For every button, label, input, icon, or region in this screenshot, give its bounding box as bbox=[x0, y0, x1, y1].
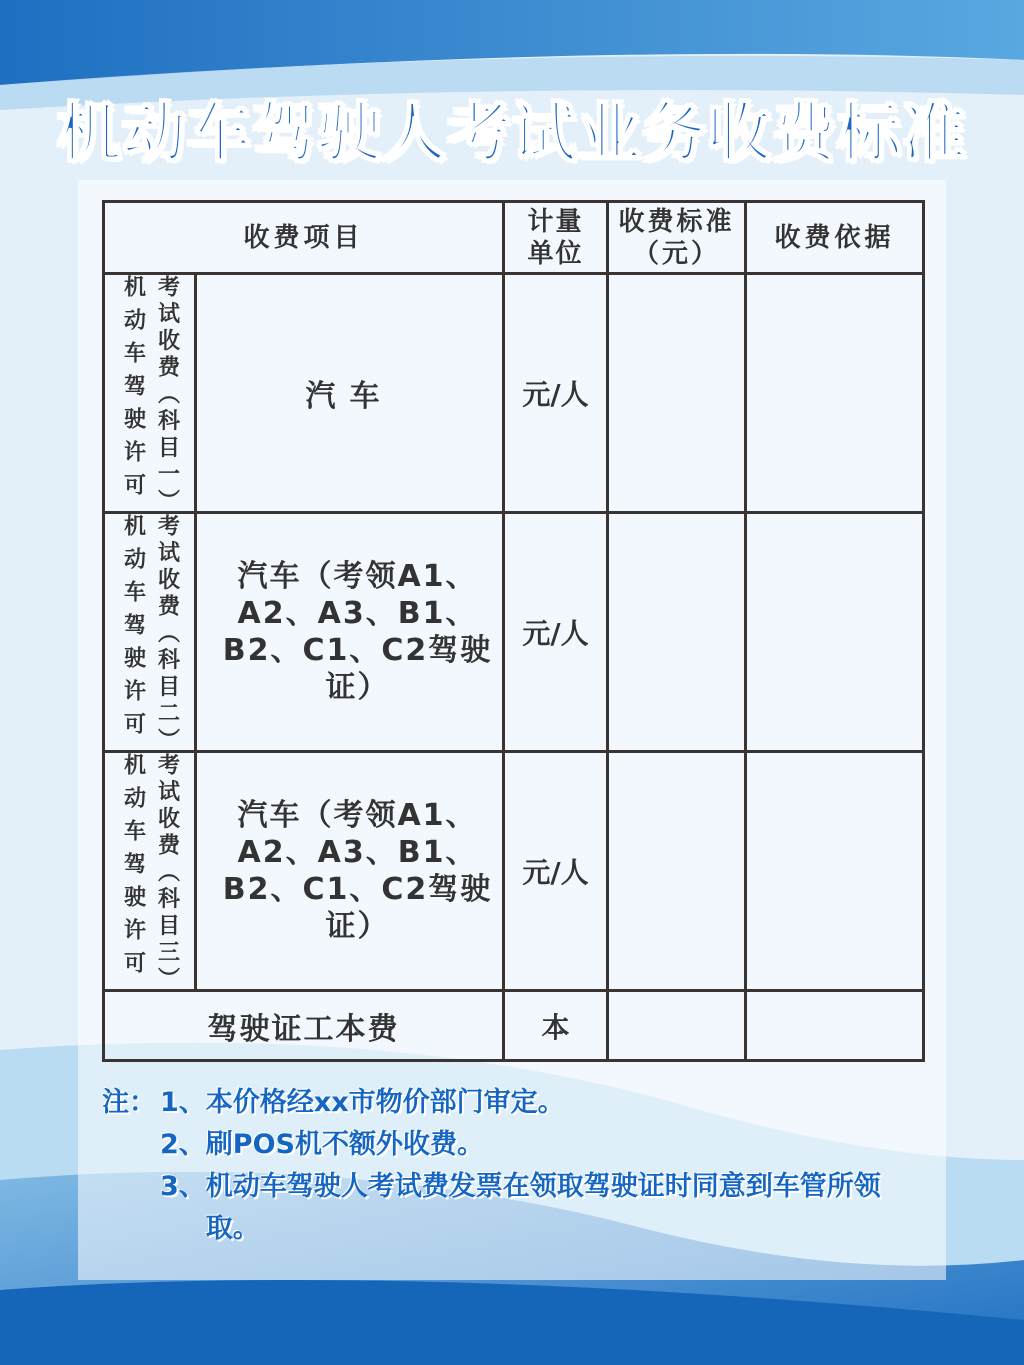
category-cell bbox=[104, 752, 196, 991]
category-cell bbox=[104, 274, 196, 513]
header-item: 收费项目 bbox=[104, 202, 504, 274]
fee-table bbox=[102, 200, 925, 1062]
category-right-text: 机动车驾驶许可 bbox=[120, 275, 146, 495]
table-row bbox=[104, 274, 924, 513]
note-item bbox=[102, 1082, 932, 1124]
note-item bbox=[102, 1166, 932, 1250]
standard-cell bbox=[608, 752, 746, 991]
header-unit: 计量单位 bbox=[504, 202, 608, 274]
note-text: 本价格经xx市物价部门审定。 bbox=[205, 1087, 565, 1118]
notes-section bbox=[102, 1082, 932, 1250]
item-cell: 汽车（考领A1、A2、A3、B1、B2、C1、C2驾驶证） bbox=[196, 513, 504, 752]
note-number: 3、 bbox=[160, 1171, 206, 1202]
table-footer-row bbox=[104, 991, 924, 1061]
category-right-text: 机动车驾驶许可 bbox=[120, 753, 146, 973]
footer-basis-cell bbox=[746, 991, 924, 1061]
item-cell: 汽车 bbox=[196, 274, 504, 513]
note-item bbox=[102, 1124, 932, 1166]
basis-cell bbox=[746, 752, 924, 991]
basis-cell bbox=[746, 513, 924, 752]
header-basis: 收费依据 bbox=[746, 202, 924, 274]
notes-label: 注： bbox=[102, 1087, 156, 1118]
table-row bbox=[104, 752, 924, 991]
table-row bbox=[104, 513, 924, 752]
unit-cell: 元/人 bbox=[504, 274, 608, 513]
item-cell: 汽车（考领A1、A2、A3、B1、B2、C1、C2驾驶证） bbox=[196, 752, 504, 991]
note-text: 刷POS机不额外收费。 bbox=[205, 1129, 484, 1160]
footer-standard-cell bbox=[608, 991, 746, 1061]
category-left-text: 考试收费（科目二） bbox=[154, 514, 180, 750]
standard-cell bbox=[608, 274, 746, 513]
table-header-row bbox=[104, 202, 924, 274]
category-right-text: 机动车驾驶许可 bbox=[120, 514, 146, 734]
page-title: 机动车驾驶人考试业务收费标准 bbox=[57, 97, 967, 171]
header-standard: 收费标准（元） bbox=[608, 202, 746, 274]
footer-unit-cell: 本 bbox=[504, 991, 608, 1061]
footer-item-cell: 驾驶证工本费 bbox=[104, 991, 504, 1061]
note-number: 2、 bbox=[160, 1129, 206, 1160]
standard-cell bbox=[608, 513, 746, 752]
unit-cell: 元/人 bbox=[504, 513, 608, 752]
category-left-text: 考试收费（科目一） bbox=[154, 275, 180, 511]
category-cell bbox=[104, 513, 196, 752]
note-number: 1、 bbox=[160, 1087, 206, 1118]
basis-cell bbox=[746, 274, 924, 513]
note-text: 机动车驾驶人考试费发票在领取驾驶证时同意到车管所领取。 bbox=[205, 1171, 881, 1244]
category-left-text: 考试收费（科目三） bbox=[154, 753, 180, 989]
unit-cell: 元/人 bbox=[504, 752, 608, 991]
